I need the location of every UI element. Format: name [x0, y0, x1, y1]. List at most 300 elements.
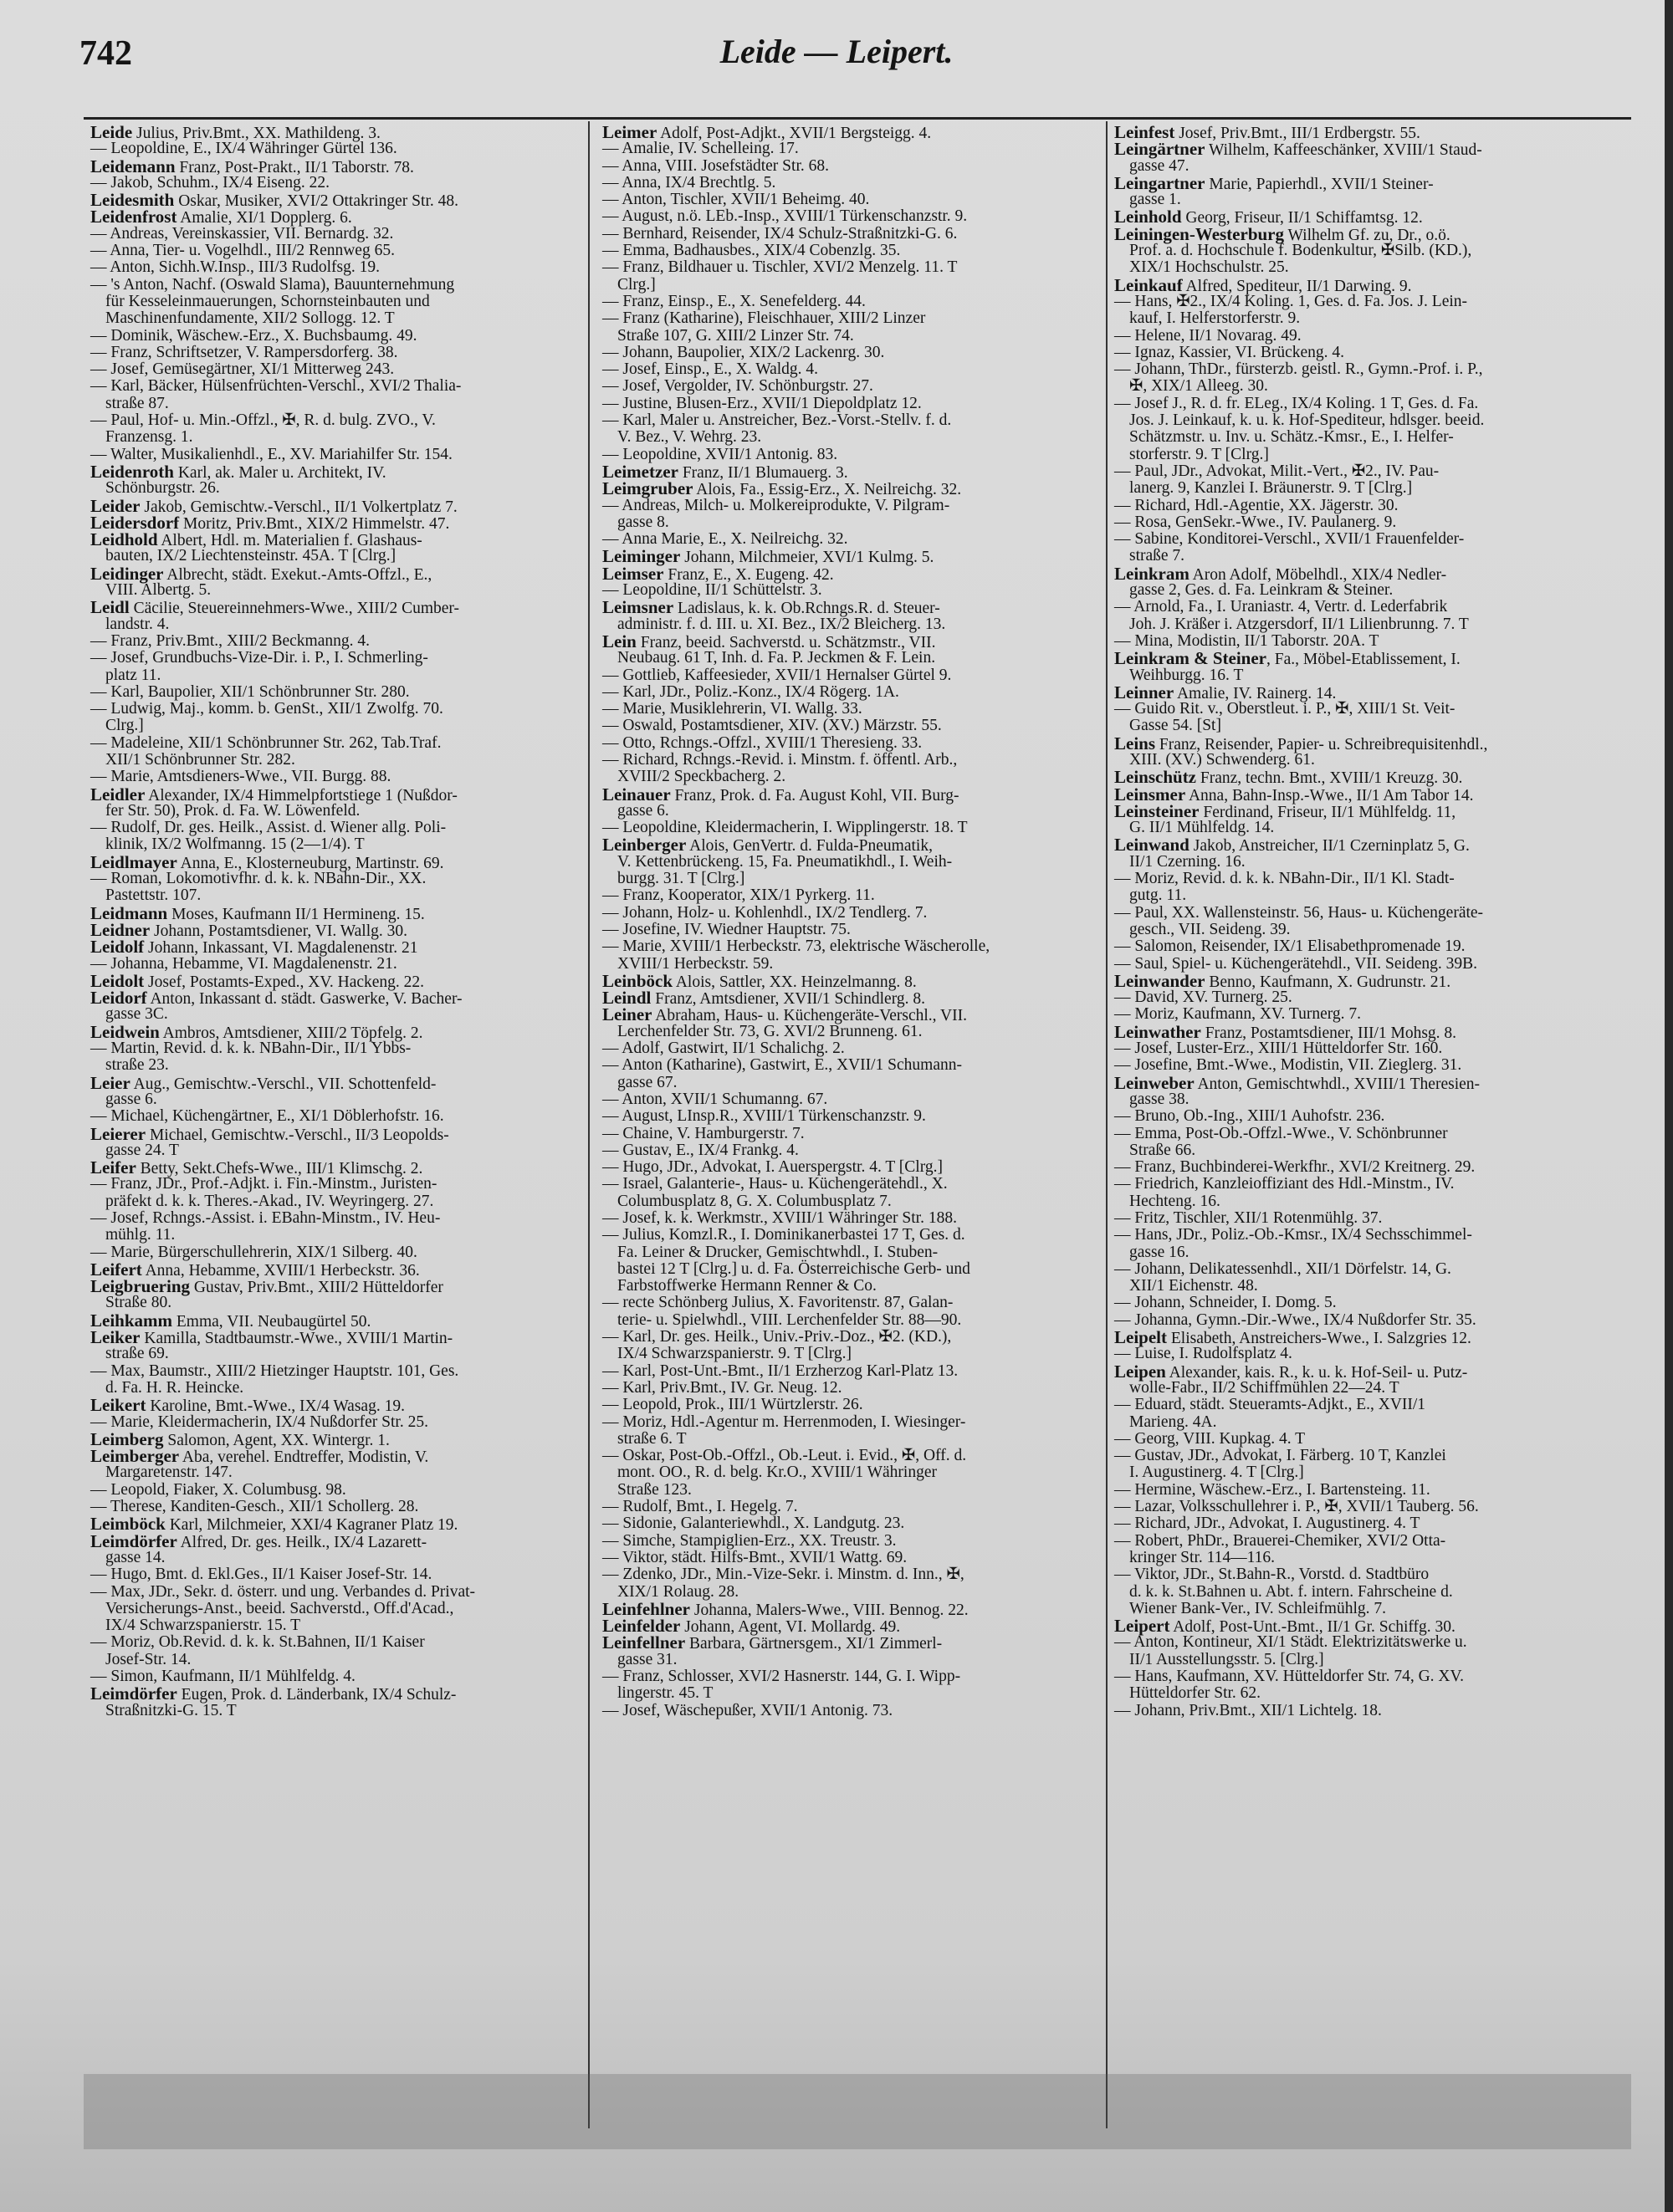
- entry-continuation: ~Straßnitzki-G. 15. T: [105, 1701, 237, 1719]
- directory-entry: [90, 1261, 576, 1278]
- entry-continuation: ~XIX/1 Hochschulstr. 25.: [1129, 258, 1289, 277]
- entry-surname: Leimdörfer: [90, 1683, 177, 1704]
- entry-surname: Leinschütz: [1114, 767, 1197, 788]
- entry-details: Ambros, Amtsdiener, XIII/2 Töpfelg. 2.: [159, 1024, 423, 1042]
- entry-details: Ferdinand, Friseur, II/1 Mühlfeldg. 11,: [1199, 803, 1456, 821]
- entry-continuation: ~gasse 6.: [105, 1090, 157, 1108]
- entry-details: Anton, Inkassant d. städt. Gaswerke, V. Bacher-: [146, 990, 463, 1009]
- entry-details: Alois, GenVertr. d. Fulda-Pneumatik,: [686, 837, 933, 856]
- directory-subentry: — Gottlieb, Kaffeesieder, XVII/1 Hernalser Gürtel 9.: [602, 666, 952, 684]
- entry-details: Salomon, Agent, XX. Wintergr. 1.: [163, 1431, 390, 1449]
- directory-subentry: — Ignaz, Kassier, VI. Brückeng. 4.: [1114, 343, 1345, 361]
- directory-subentry: — Hugo, Bmt. d. Ekl.Ges., II/1 Kaiser Josef-Str. 14.: [90, 1566, 432, 1584]
- directory-entry: [90, 1021, 576, 1042]
- entry-details: Benno, Kaufmann, X. Gudrunstr. 21.: [1205, 973, 1451, 991]
- entry-continuation: ~Margaretenstr. 147.: [105, 1464, 233, 1482]
- directory-subentry: — Otto, Rchngs.-Offzl., XVIII/1 Theresieng. 33.: [602, 733, 923, 752]
- directory-entry: [1114, 208, 1637, 225]
- directory-subentry: — Luise, I. Rudolfsplatz 4.: [1114, 1345, 1292, 1363]
- directory-subentry: — Michael, Küchengärtner, E., XI/1 Döblerhofstr. 16.: [90, 1107, 444, 1126]
- directory-subentry: — August, LInsp.R., XVIII/1 Türkenschanzstr. 9.: [602, 1107, 926, 1126]
- entry-continuation: ~kringer Str. 114—116.: [1129, 1548, 1276, 1566]
- entry-continuation: ~Schätzmstr. u. Inv. u. Schätz.-Kmsr., E., I. Helfer-: [1129, 428, 1454, 447]
- entry-surname: Leinfelder: [602, 1616, 681, 1637]
- entry-continuation: ~Straße 107, G. XIII/2 Linzer Str. 74.: [617, 326, 854, 345]
- entry-continuation: ~fer Str. 50), Prok. d. Fa. W. Löwenfeld.: [105, 801, 361, 820]
- directory-entry: [602, 1006, 1104, 1023]
- directory-subentry: — Johann, Delikatessenhdl., XII/1 Dörfelstr. 14, G.: [1114, 1259, 1451, 1278]
- entry-surname: Leinsteiner: [1114, 800, 1200, 821]
- directory-subentry: — Andreas, Vereinskassier, VII. Bernardg. 32.: [90, 224, 394, 243]
- directory-column-3: [1114, 124, 1637, 1719]
- directory-subentry: — Karl, Maler u. Anstreicher, Bez.-Vorst.-Stellv. f. d.: [602, 411, 952, 430]
- entry-details: Anna, E., Klosterneuburg, Martinstr. 69.: [177, 854, 444, 872]
- entry-details: Josef, Priv.Bmt., III/1 Erdbergstr. 55.: [1174, 125, 1420, 142]
- entry-surname: Leidmann: [90, 902, 168, 923]
- directory-subentry: — Georg, VIII. Kupkag. 4. T: [1114, 1429, 1306, 1448]
- directory-subentry: — Sabine, Konditorei-Verschl., XVII/1 Frauenfelder-: [1114, 530, 1465, 549]
- directory-entry: [90, 1329, 576, 1346]
- entry-surname: Leimberg: [90, 1428, 164, 1449]
- entry-continuation: ~gasse 8.: [617, 513, 669, 531]
- entry-continuation: ~gesch., VII. Seideng. 39.: [1129, 920, 1291, 938]
- entry-details: Jakob, Anstreicher, II/1 Czerninplatz 5, G.: [1189, 837, 1470, 856]
- entry-surname: Leins: [1114, 733, 1156, 754]
- entry-details: Kamilla, Stadtbaumstr.-Wwe., XVIII/1 Martin-: [140, 1330, 453, 1348]
- directory-subentry: — Julius, Komzl.R., I. Dominikanerbastei 17 T, Ges. d.: [602, 1226, 965, 1244]
- directory-entry: [90, 599, 576, 616]
- entry-continuation: ~Wiener Bank-Ver., IV. Schleifmühlg. 7.: [1129, 1599, 1387, 1617]
- entry-continuation: ~V. Kettenbrückeng. 15, Fa. Pneumatikhdl., I. Weih-: [617, 852, 953, 871]
- directory-subentry: — Josef J., R. d. fr. ELeg., IX/4 Koling. 1 T, Ges. d. Fa.: [1114, 394, 1479, 412]
- directory-subentry: — Adolf, Gastwirt, II/1 Schalichg. 2.: [602, 1040, 845, 1058]
- directory-subentry: — Paul, JDr., Advokat, Milit.-Vert., ✠2., IV. Pau-: [1114, 462, 1440, 480]
- directory-entry: [602, 546, 1104, 567]
- directory-subentry: — Hans, JDr., Poliz.-Ob.-Kmsr., IX/4 Sechsschimmel-: [1114, 1226, 1472, 1244]
- directory-entry: [90, 1395, 576, 1416]
- directory-subentry: — Karl, Baupolier, XII/1 Schönbrunner Str. 280.: [90, 682, 410, 701]
- directory-subentry: — Karl, Priv.Bmt., IV. Gr. Neug. 12.: [602, 1378, 842, 1397]
- directory-entry: [90, 1446, 576, 1467]
- entry-details: Jakob, Gemischtw.-Verschl., II/1 Volkertplatz 7.: [140, 498, 458, 516]
- directory-entry: [1114, 684, 1637, 701]
- entry-continuation: ~burgg. 31. T [Clrg.]: [617, 870, 745, 888]
- entry-details: Eugen, Prok. d. Länderbank, IX/4 Schulz-: [177, 1686, 457, 1704]
- directory-entry: [90, 1514, 576, 1535]
- entry-details: Franz, Amtsdiener, XVII/1 Schindlerg. 8.: [651, 990, 925, 1009]
- entry-surname: Leinner: [1114, 682, 1174, 702]
- directory-subentry: — Franz, Schlosser, XVI/2 Hasnerstr. 144, G. I. Wipp-: [602, 1668, 961, 1686]
- entry-continuation: ~gasse 67.: [617, 1073, 678, 1091]
- entry-surname: Leidhold: [90, 529, 158, 550]
- entry-details: Alexander, IX/4 Himmelpfortstiege 1 (Nußdor-: [145, 786, 458, 805]
- entry-continuation: ~Jos. J. Leinkauf, k. u. k. Hof-Spediteur, hdlsger. beeid.: [1129, 411, 1485, 430]
- page-number: 742: [79, 34, 132, 73]
- entry-surname: Leiner: [602, 1004, 652, 1025]
- directory-subentry: — Israel, Galanterie-, Haus- u. Küchengerätehdl., X.: [602, 1175, 948, 1193]
- directory-entry: [90, 1530, 576, 1551]
- entry-surname: Leipelt: [1114, 1327, 1167, 1348]
- entry-details: Georg, Friseur, II/1 Schiffamtsg. 12.: [1181, 209, 1423, 227]
- entry-continuation: ~✠, XIX/1 Alleeg. 30.: [1129, 377, 1268, 396]
- entry-surname: Leimetzer: [602, 461, 678, 482]
- entry-continuation: ~für Kesseleinmauerungen, Schornsteinbauten und: [105, 292, 430, 310]
- directory-subentry: — Sidonie, Galanteriewhdl., X. Landgutg. 23.: [602, 1515, 905, 1533]
- directory-subentry: — Marie, XVIII/1 Herbeckstr. 73, elektrische Wäscherolle,: [602, 937, 990, 956]
- directory-subentry: — Jakob, Schuhm., IX/4 Eiseng. 22.: [90, 173, 330, 192]
- entry-surname: Leimsner: [602, 597, 674, 618]
- directory-subentry: — Oskar, Post-Ob.-Offzl., Ob.-Leut. i. Evid., ✠, Off. d.: [602, 1447, 967, 1465]
- entry-details: Elisabeth, Anstreichers-Wwe., I. Salzgries 12.: [1167, 1330, 1471, 1348]
- entry-surname: Leinwander: [1114, 970, 1205, 991]
- directory-subentry: — Friedrich, Kanzleioffiziant des Hdl.-Minstm., IV.: [1114, 1175, 1455, 1193]
- entry-details: Aba, verehel. Endtreffer, Modistin, V.: [179, 1448, 429, 1467]
- directory-subentry: — Johann, Schneider, I. Domg. 5.: [1114, 1294, 1337, 1312]
- entry-surname: Leimberger: [90, 1446, 180, 1467]
- entry-surname: Leiningen-Westerburg: [1114, 223, 1284, 244]
- directory-entry: [90, 1428, 576, 1449]
- entry-details: Wilhelm, Kaffeeschänker, XVIII/1 Staud-: [1205, 141, 1482, 160]
- entry-details: Karl, ak. Maler u. Architekt, IV.: [173, 463, 386, 482]
- directory-entry: [602, 988, 1104, 1009]
- entry-continuation: ~terie- u. Spielwhdl., VIII. Lerchenfelder Str. 88—90.: [617, 1310, 962, 1329]
- directory-entry: [602, 835, 1104, 856]
- directory-subentry: — Hans, ✠2., IX/4 Koling. 1, Ges. d. Fa. Jos. J. Lein-: [1114, 292, 1468, 310]
- entry-details: Anna, Hebamme, XVIII/1 Herbeckstr. 36.: [141, 1261, 420, 1280]
- entry-continuation: ~gasse 24. T: [105, 1141, 179, 1159]
- entry-continuation: ~Franzensg. 1.: [105, 428, 193, 447]
- entry-continuation: ~Pastettstr. 107.: [105, 886, 202, 905]
- entry-details: Cäcilie, Steuereinnehmers-Wwe., XIII/2 Cumber-: [129, 600, 460, 618]
- directory-subentry: — Leopold, Prok., III/1 Würtzlerstr. 26.: [602, 1396, 863, 1414]
- directory-subentry: — Mina, Modistin, II/1 Taborstr. 20A. T: [1114, 631, 1379, 650]
- entry-details: Marie, Papierhdl., XVII/1 Steiner-: [1205, 175, 1434, 193]
- entry-continuation: ~storferstr. 9. T [Clrg.]: [1129, 445, 1269, 463]
- directory-entry: [90, 1123, 576, 1144]
- directory-subentry: — Anna, Tier- u. Vogelhdl., III/2 Rennweg 65.: [90, 242, 395, 260]
- directory-subentry: — Johann, ThDr., fürsterzb. geistl. R., Gymn.-Prof. i. P.,: [1114, 360, 1483, 379]
- entry-details: Franz, E., X. Eugeng. 42.: [663, 565, 834, 584]
- directory-subentry: — Paul, Hof- u. Min.-Offzl., ✠, R. d. bulg. ZVO., V.: [90, 411, 436, 430]
- entry-surname: Leierer: [90, 1123, 146, 1144]
- directory-subentry: — Josef, Einsp., E., X. Waldg. 4.: [602, 360, 819, 379]
- directory-subentry: — Moriz, Ob.Revid. d. k. k. St.Bahnen, II/1 Kaiser: [90, 1633, 425, 1652]
- directory-subentry: — Chaine, V. Hamburgerstr. 7.: [602, 1124, 805, 1142]
- directory-subentry: — Hugo, JDr., Advokat, I. Auerspergstr. 4. T [Clrg.]: [602, 1158, 943, 1177]
- entry-details: Alois, Sattler, XX. Heinzelmanng. 8.: [673, 973, 917, 991]
- entry-continuation: ~klinik, IX/2 Wolfmanng. 15 (2—1/4). T: [105, 835, 365, 854]
- entry-surname: Leifer: [90, 1157, 136, 1178]
- directory-subentry: — Anton, Kontineur, XI/1 Städt. Elektrizitätswerke u.: [1114, 1633, 1467, 1652]
- directory-entry: [1114, 1616, 1637, 1637]
- entry-details: Johann, Inkassant, VI. Magdalenenstr. 21: [144, 939, 418, 958]
- directory-entry: [1114, 139, 1637, 160]
- entry-details: Johann, Agent, VI. Mollardg. 49.: [680, 1618, 901, 1637]
- entry-continuation: ~platz 11.: [105, 666, 161, 684]
- directory-subentry: — Josefine, IV. Wiedner Hauptstr. 75.: [602, 920, 851, 938]
- entry-surname: Leigbruering: [90, 1276, 190, 1297]
- entry-details: Johanna, Malers-Wwe., VIII. Bennog. 22.: [690, 1601, 969, 1619]
- entry-continuation: ~wolle-Fabr., II/2 Schiffmühlen 22—24. T: [1129, 1378, 1399, 1397]
- directory-subentry: — Guido Rit. v., Oberstleut. i. P., ✠, XIII/1 St. Veit-: [1114, 700, 1456, 718]
- directory-subentry: — Johann, Priv.Bmt., XII/1 Lichtelg. 18.: [1114, 1701, 1382, 1719]
- entry-surname: Leimdörfer: [90, 1530, 177, 1551]
- entry-surname: Leidesmith: [90, 190, 175, 211]
- directory-subentry: — Karl, Post-Unt.-Bmt., II/1 Erzherzog Karl-Platz 13.: [602, 1361, 959, 1380]
- directory-subentry: — Franz, Schriftsetzer, V. Rampersdorferg. 38.: [90, 343, 398, 361]
- directory-entry: [1114, 800, 1637, 821]
- entry-continuation: ~administr. f. d. III. u. XI. Bez., IX/2 Bleicherg. 13.: [617, 615, 946, 633]
- entry-details: Franz, II/1 Blumauerg. 3.: [678, 463, 848, 482]
- entry-surname: Leinkram: [1114, 563, 1190, 584]
- directory-subentry: — Karl, JDr., Poliz.-Konz., IX/4 Rögerg. 1A.: [602, 682, 899, 701]
- directory-subentry: — Marie, Kleidermacherin, IX/4 Nußdorfer Str. 25.: [90, 1413, 428, 1431]
- directory-subentry: — Richard, Rchngs.-Revid. i. Minstm. f. öffentl. Arb.,: [602, 750, 958, 769]
- directory-subentry: — Leopoldine, XVII/1 Antonig. 83.: [602, 445, 838, 463]
- entry-continuation: ~gutg. 11.: [1129, 886, 1187, 905]
- entry-continuation: ~Prof. a. d. Hochschule f. Bodenkultur, ✠Silb. (KD.),: [1129, 242, 1472, 260]
- directory-subentry: — Helene, II/1 Novarag. 49.: [1114, 326, 1302, 345]
- entry-surname: Leidl: [90, 597, 130, 618]
- directory-subentry: — Ludwig, Maj., komm. b. GenSt., XII/1 Zwolfg. 70.: [90, 700, 443, 718]
- directory-entry: [90, 988, 576, 1009]
- entry-continuation: ~Versicherungs-Anst., beeid. Sachverstd., Off.d'Acad.,: [105, 1599, 454, 1617]
- entry-surname: Leidolf: [90, 937, 145, 958]
- entry-continuation: ~G. II/1 Mühlfeldg. 14.: [1129, 819, 1275, 837]
- directory-subentry: — Marie, Amtsdieners-Wwe., VII. Burgg. 88.: [90, 768, 391, 786]
- entry-continuation: ~XIX/1 Rolaug. 28.: [617, 1582, 739, 1601]
- directory-entry: [1114, 223, 1637, 244]
- entry-surname: Leingärtner: [1114, 139, 1205, 160]
- directory-entry: [602, 463, 1104, 480]
- entry-details: Karl, Milchmeier, XXI/4 Kagraner Platz 19.: [165, 1516, 458, 1535]
- entry-details: Johann, Milchmeier, XVI/1 Kulmg. 5.: [680, 549, 934, 567]
- directory-entry: [1114, 565, 1637, 582]
- directory-entry: [602, 786, 1104, 803]
- directory-subentry: — Leopoldine, Kleidermacherin, I. Wipplingerstr. 18. T: [602, 819, 968, 837]
- entry-surname: Leinfellner: [602, 1632, 686, 1653]
- entry-continuation: ~gasse 6.: [617, 801, 669, 820]
- directory-subentry: — Franz, JDr., Prof.-Adjkt. i. Fin.-Minstm., Juristen-: [90, 1175, 437, 1193]
- directory-entry: [1114, 1021, 1637, 1042]
- directory-subentry: — Dominik, Wäschew.-Erz., X. Buchsbaumg. 49.: [90, 326, 417, 345]
- directory-subentry: — Amalie, IV. Schelleing. 17.: [602, 140, 799, 158]
- directory-subentry: — Martin, Revid. d. k. k. NBahn-Dir., II/1 Ybbs-: [90, 1040, 412, 1058]
- entry-continuation: ~gasse 38.: [1129, 1090, 1190, 1108]
- directory-subentry: — Robert, PhDr., Brauerei-Chemiker, XVI/2 Otta-: [1114, 1531, 1446, 1550]
- entry-details: Josef, Postamts-Exped., XV. Hackeng. 22.: [144, 973, 425, 991]
- directory-subentry: — Johanna, Hebamme, VI. Magdalenenstr. 21.: [90, 954, 397, 973]
- entry-surname: Leidenroth: [90, 461, 174, 482]
- directory-entry: [602, 599, 1104, 616]
- entry-details: Franz, Reisender, Papier- u. Schreibrequisitenhdl.,: [1155, 735, 1488, 754]
- directory-subentry: — Emma, Badhausbes., XIX/4 Cobenzlg. 35.: [602, 242, 901, 260]
- directory-subentry: — Josef, Luster-Erz., XIII/1 Hütteldorfer Str. 160.: [1114, 1040, 1443, 1058]
- entry-continuation: ~Farbstoffwerke Hermann Renner & Co.: [617, 1277, 877, 1295]
- entry-continuation: ~gasse 31.: [617, 1650, 678, 1668]
- directory-subentry: — Rudolf, Dr. ges. Heilk., Assist. d. Wiener allg. Poli-: [90, 819, 447, 837]
- directory-subentry: — Eduard, städt. Steueramts-Adjkt., E., XVII/1: [1114, 1396, 1426, 1414]
- directory-subentry: — Bruno, Ob.-Ing., XIII/1 Auhofstr. 236.: [1114, 1107, 1385, 1126]
- directory-entry: [602, 480, 1104, 497]
- entry-surname: Leihkamm: [90, 1310, 173, 1331]
- directory-subentry: — Johanna, Gymn.-Dir.-Wwe., IX/4 Nußdorfer Str. 35.: [1114, 1310, 1476, 1329]
- entry-details: Emma, VII. Neubaugürtel 50.: [172, 1312, 371, 1331]
- entry-continuation: ~straße 23.: [105, 1056, 169, 1075]
- directory-entry: [602, 1616, 1104, 1637]
- directory-entry: [90, 565, 576, 582]
- entry-continuation: ~d. Fa. H. R. Heincke.: [105, 1378, 244, 1397]
- directory-subentry: — Josefine, Bmt.-Wwe., Modistin, VII. Zieglerg. 31.: [1114, 1056, 1462, 1075]
- entry-surname: Leidorf: [90, 988, 147, 1009]
- entry-surname: Leinwather: [1114, 1021, 1201, 1042]
- directory-subentry: — Johann, Baupolier, XIX/2 Lackenrg. 30.: [602, 343, 885, 361]
- directory-entry: [1114, 835, 1637, 856]
- entry-surname: Leinfest: [1114, 122, 1175, 142]
- entry-continuation: ~präfekt d. k. k. Theres.-Akad., IV. Weyringerg. 27.: [105, 1192, 434, 1210]
- entry-surname: Leider: [90, 495, 141, 516]
- entry-details: Anna, Bahn-Insp.-Wwe., II/1 Am Tabor 14.: [1185, 786, 1474, 805]
- entry-continuation: ~Columbusplatz 8, G. X. Columbusplatz 7.: [617, 1192, 892, 1210]
- directory-subentry: — Franz, Einsp., E., X. Senefelderg. 44.: [602, 292, 866, 310]
- entry-continuation: ~IX/4 Schwarzspanierstr. 9. T [Clrg.]: [617, 1345, 852, 1363]
- directory-subentry: — Karl, Dr. ges. Heilk., Univ.-Priv.-Doz., ✠2. (KD.),: [602, 1328, 952, 1346]
- directory-entry: [90, 786, 576, 803]
- entry-surname: Leimgruber: [602, 478, 693, 499]
- directory-subentry: — Simon, Kaufmann, II/1 Mühlfeldg. 4.: [90, 1668, 356, 1686]
- entry-surname: Leinberger: [602, 835, 687, 856]
- entry-continuation: ~gasse 3C.: [105, 1005, 168, 1024]
- entry-continuation: ~Schönburgstr. 26.: [105, 479, 220, 498]
- directory-subentry: — Johann, Holz- u. Kohlenhdl., IX/2 Tendlerg. 7.: [602, 903, 928, 922]
- entry-continuation: ~Joh. J. Kräßer i. Atzgersdorf, II/1 Lilienbrunng. 7. T: [1129, 615, 1469, 633]
- entry-surname: Leidler: [90, 784, 146, 805]
- entry-details: Franz, techn. Bmt., XVIII/1 Kreuzg. 30.: [1196, 769, 1463, 788]
- directory-subentry: — Karl, Bäcker, Hülsenfrüchten-Verschl., XVI/2 Thalia-: [90, 377, 462, 396]
- directory-subentry: — Rosa, GenSekr.-Wwe., IV. Paulanerg. 9.: [1114, 513, 1397, 531]
- entry-surname: Leinsmer: [1114, 784, 1186, 805]
- directory-subentry: — Hans, Kaufmann, XV. Hütteldorfer Str. 74, G. XV.: [1114, 1668, 1464, 1686]
- directory-entry: [1114, 735, 1637, 752]
- directory-entry: [90, 1685, 576, 1702]
- directory-entry: [602, 970, 1104, 991]
- directory-entry: [90, 158, 576, 175]
- scan-shading: [84, 2074, 1631, 2149]
- entry-surname: Leinweber: [1114, 1072, 1195, 1093]
- directory-subentry: — Leopold, Fiaker, X. Columbusg. 98.: [90, 1480, 346, 1499]
- entry-surname: Leidner: [90, 919, 151, 940]
- entry-surname: Leingartner: [1114, 172, 1205, 193]
- entry-details: Abraham, Haus- u. Küchengeräte-Verschl., VII.: [652, 1007, 967, 1025]
- entry-details: Albert, Hdl. m. Materialien f. Glashaus-: [157, 532, 422, 550]
- entry-continuation: ~XIII. (XV.) Schwenderg. 61.: [1129, 750, 1315, 769]
- entry-details: Alois, Fa., Essig-Erz., X. Neilreichg. 32.: [693, 481, 962, 499]
- entry-continuation: ~Straße 123.: [617, 1480, 692, 1499]
- directory-subentry: — Lazar, Volksschullehrer i. P., ✠, XVII/1 Tauberg. 56.: [1114, 1498, 1479, 1516]
- directory-subentry: — Madeleine, XII/1 Schönbrunner Str. 262, Tab.Traf.: [90, 733, 442, 752]
- entry-details: Oskar, Musiker, XVI/2 Ottakringer Str. 48.: [174, 192, 458, 211]
- entry-surname: Leinböck: [602, 970, 673, 991]
- entry-details: Moritz, Priv.Bmt., XIX/2 Himmelstr. 47.: [179, 514, 450, 533]
- entry-continuation: ~gasse 16.: [1129, 1243, 1190, 1261]
- entry-details: Aron Adolf, Möbelhdl., XIX/4 Nedler-: [1189, 565, 1447, 584]
- entry-continuation: ~Straße 80.: [105, 1294, 172, 1312]
- column-divider: [1106, 121, 1108, 2128]
- entry-continuation: ~Weihburgg. 16. T: [1129, 666, 1244, 684]
- entry-details: Albrecht, städt. Exekut.-Amts-Offzl., E.,: [163, 565, 432, 584]
- directory-subentry: — Rudolf, Bmt., I. Hegelg. 7.: [602, 1498, 798, 1516]
- entry-details: Betty, Sekt.Chefs-Wwe., III/1 Klimschg. 2.: [136, 1160, 423, 1178]
- entry-surname: Leipen: [1114, 1361, 1166, 1382]
- directory-entry: [602, 1598, 1104, 1619]
- directory-entry: [1114, 786, 1637, 803]
- entry-details: Adolf, Post-Adjkt., XVII/1 Bergsteigg. 4.: [657, 125, 932, 142]
- directory-entry: [90, 1278, 576, 1295]
- directory-subentry: — Anton, XVII/1 Schumanng. 67.: [602, 1090, 828, 1108]
- entry-continuation: ~Marieng. 4A.: [1129, 1413, 1217, 1431]
- directory-entry: [90, 531, 576, 548]
- entry-details: Franz, Postamtsdiener, III/1 Mohsg. 8.: [1200, 1024, 1457, 1042]
- directory-subentry: — Emma, Post-Ob.-Offzl.-Wwe., V. Schönbrunner: [1114, 1124, 1448, 1142]
- entry-continuation: ~gasse 14.: [105, 1548, 166, 1566]
- directory-subentry: — Richard, JDr., Advokat, I. Augustinerg. 4. T: [1114, 1515, 1420, 1533]
- entry-continuation: ~Josef-Str. 14.: [105, 1650, 192, 1668]
- entry-details: Amalie, IV. Rainerg. 14.: [1174, 684, 1337, 702]
- entry-surname: Leimböck: [90, 1514, 166, 1535]
- directory-subentry: — Josef, Grundbuchs-Vize-Dir. i. P., I. Schmerling-: [90, 649, 428, 667]
- entry-continuation: ~I. Augustinerg. 4. T [Clrg.]: [1129, 1464, 1304, 1482]
- entry-details: Karoline, Bmt.-Wwe., IX/4 Wasag. 19.: [146, 1397, 405, 1416]
- directory-subentry: — Josef, Gemüsegärtner, XI/1 Mitterweg 243.: [90, 360, 395, 379]
- entry-surname: Leimer: [602, 122, 657, 142]
- directory-entry: [90, 919, 576, 940]
- entry-surname: Leiker: [90, 1327, 141, 1348]
- directory-subentry: — Hermine, Wäschew.-Erz., I. Bartensteing. 11.: [1114, 1480, 1430, 1499]
- directory-subentry: — Max, Baumstr., XIII/2 Hietzinger Hauptstr. 101, Ges.: [90, 1361, 459, 1380]
- directory-subentry: — Viktor, städt. Hilfs-Bmt., XVII/1 Wattg. 69.: [602, 1548, 908, 1566]
- directory-subentry: — Josef, k. k. Werkmstr., XVIII/1 Währinger Str. 188.: [602, 1209, 957, 1227]
- entry-continuation: ~gasse 2, Ges. d. Fa. Leinkram & Steiner.: [1129, 581, 1394, 600]
- directory-subentry: — Anna, IX/4 Brechtlg. 5.: [602, 173, 776, 192]
- entry-surname: Leikert: [90, 1395, 146, 1416]
- directory-subentry: — Moriz, Revid. d. k. k. NBahn-Dir., II/1 Kl. Stadt-: [1114, 870, 1455, 888]
- directory-entry: [1114, 172, 1637, 193]
- entry-continuation: ~[Clrg.]: [617, 275, 656, 294]
- entry-continuation: ~gasse 1.: [1129, 191, 1181, 209]
- directory-subentry: — Max, JDr., Sekr. d. österr. und ung. Verbandes d. Privat-: [90, 1582, 476, 1601]
- directory-entry: [90, 970, 576, 991]
- entry-continuation: ~VIII. Albertg. 5.: [105, 581, 212, 600]
- entry-details: Franz, Post-Prakt., II/1 Taborstr. 78.: [175, 158, 414, 176]
- directory-subentry: — Saul, Spiel- u. Küchengerätehdl., VII. Seideng. 39B.: [1114, 954, 1477, 973]
- directory-subentry: — Josef, Wäschepußer, XVII/1 Antonig. 73.: [602, 1701, 893, 1719]
- directory-subentry: — Gustav, E., IX/4 Frankg. 4.: [602, 1141, 799, 1159]
- directory-entry: [90, 495, 576, 516]
- directory-entry: [1114, 1072, 1637, 1093]
- directory-entry: [1114, 124, 1637, 140]
- directory-subentry: — Zdenko, JDr., Min.-Vize-Sekr. i. Minstm. d. Inn., ✠,: [602, 1566, 964, 1584]
- entry-details: Franz, beeid. Sachverstd. u. Schätzmstr., VII.: [636, 633, 936, 651]
- entry-continuation: ~mont. OO., R. d. belg. Kr.O., XVIII/1 Währinger: [617, 1464, 937, 1482]
- directory-subentry: — Gustav, JDr., Advokat, I. Färberg. 10 T, Kanzlei: [1114, 1447, 1446, 1465]
- entry-details: Franz, Prok. d. Fa. August Kohl, VII. Burg-: [670, 786, 959, 805]
- directory-subentry: — Therese, Kanditen-Gesch., XII/1 Schollerg. 28.: [90, 1498, 419, 1516]
- directory-subentry: — Justine, Blusen-Erz., XVII/1 Diepoldplatz 12.: [602, 394, 922, 412]
- entry-surname: Leindl: [602, 988, 652, 1009]
- directory-subentry: — Anton (Katharine), Gastwirt, E., XVII/1 Schumann-: [602, 1056, 962, 1075]
- entry-details: Aug., Gemischtw.-Verschl., VII. Schottenfeld-: [130, 1075, 437, 1093]
- entry-surname: Leinkram & Steiner: [1114, 648, 1266, 669]
